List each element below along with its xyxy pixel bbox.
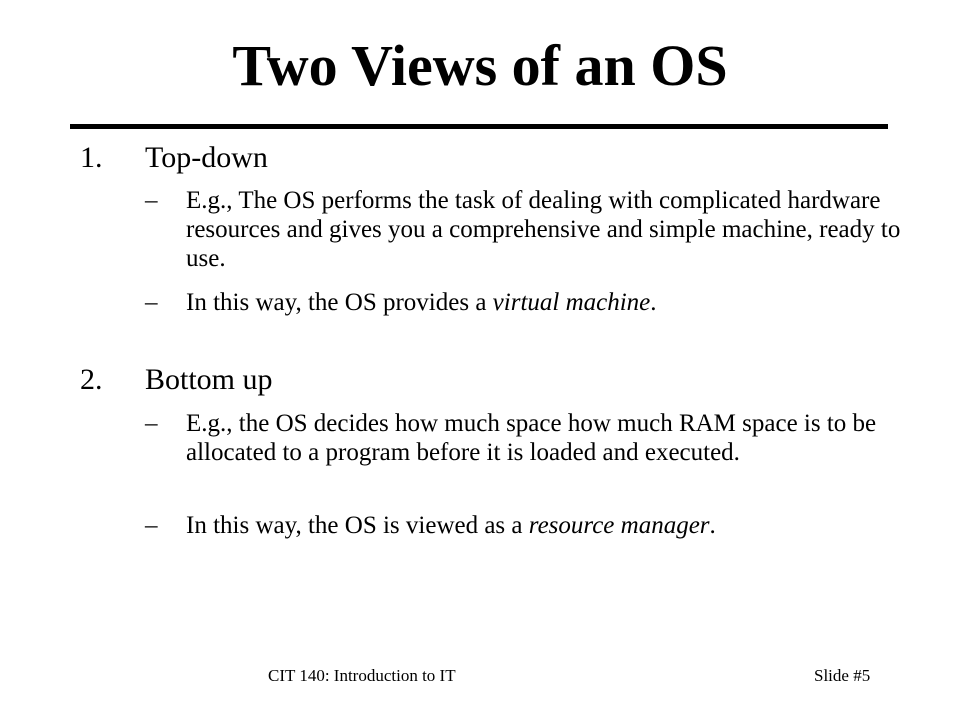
emphasis-text: resource manager <box>528 512 710 539</box>
emphasis-text: virtual machine <box>492 289 651 316</box>
footer-course: CIT 140: Introduction to IT <box>268 666 456 685</box>
dash-bullet: – <box>145 410 158 437</box>
list-label: Bottom up <box>145 363 273 396</box>
list-number: 1. <box>80 141 103 174</box>
dash-bullet: – <box>145 289 158 316</box>
sub-bullet-text: In this way, the OS provides a virtual machine. <box>186 289 657 316</box>
list-label: Top-down <box>145 141 268 174</box>
dash-bullet: – <box>145 512 158 539</box>
list-number: 2. <box>80 363 103 396</box>
sub-bullet-text: In this way, the OS is viewed as a resource manager. <box>186 512 716 539</box>
sub-bullet-text: E.g., The OS performs the task of dealing with complicated hardware resources and gives you a comprehensive and simple machine, ready to use. <box>186 187 901 272</box>
title-divider <box>70 124 888 129</box>
slide-title: Two Views of an OS <box>232 33 728 98</box>
footer-slide-number: Slide #5 <box>814 666 871 685</box>
dash-bullet: – <box>145 187 158 214</box>
sub-bullet-text: E.g., the OS decides how much space how much RAM space is to be allocated to a program before it is loaded and executed. <box>186 410 877 466</box>
